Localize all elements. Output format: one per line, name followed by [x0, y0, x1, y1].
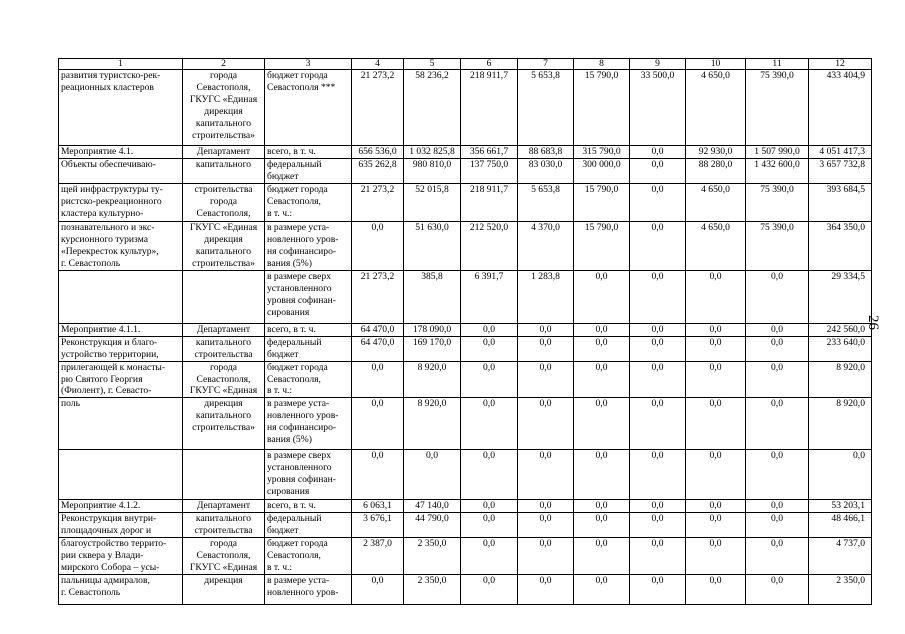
table-cell-col-2: города Севастополя, ГКУГС «Единая дирекция капитального строительства»: [183, 70, 265, 146]
table-cell-col-9: 33 500,0: [630, 70, 686, 146]
table-cell-col-7: 5 653,8: [518, 183, 574, 221]
table-cell-col-8: 15 790,0: [574, 183, 630, 221]
table-cell-col-8: 0,0: [574, 398, 630, 450]
column-header-6: 6: [461, 59, 518, 70]
table-row: [59, 398, 872, 450]
table-cell-col-12: 393 684,5: [809, 183, 872, 221]
table-cell-col-2: [183, 270, 265, 323]
table-cell-col-2: капитального строительства: [183, 336, 265, 361]
table-cell-col-12: 4 737,0: [809, 538, 872, 575]
table-cell-col-5: 58 236,2: [404, 70, 461, 146]
column-header-8: 8: [574, 59, 630, 70]
column-header-5: 5: [404, 59, 461, 70]
table-cell-col-9: 0,0: [630, 221, 686, 270]
table-cell-col-8: 0,0: [574, 513, 630, 538]
table-cell-col-8: 0,0: [574, 270, 630, 323]
table-row: [59, 146, 872, 159]
table-cell-col-8: 0,0: [574, 575, 630, 605]
table-cell-col-7: 0,0: [518, 538, 574, 575]
column-header-3: 3: [265, 59, 352, 70]
table-cell-col-5: 2 350,0: [404, 538, 461, 575]
table-cell-col-5: 2 350,0: [404, 575, 461, 605]
table-row: [59, 336, 872, 361]
table-cell-col-3: в размере уста- новленного уров- ня софинансиро- вания (5%): [265, 398, 352, 450]
table-cell-col-4: 64 470,0: [352, 323, 404, 336]
table-cell-col-11: 0,0: [746, 270, 809, 323]
column-header-4: 4: [352, 59, 404, 70]
table-cell-col-3: бюджет города Севастополя ***: [265, 70, 352, 146]
table-cell-col-1: прилегающей к монасты- рю Святого Георгия (Фиолент), г. Севасто-: [59, 361, 183, 398]
table-cell-col-4: 0,0: [352, 221, 404, 270]
table-cell-col-1: благоустройство террито- рии сквера у Влади- мирского Собора – усы-: [59, 538, 183, 575]
table-cell-col-1: Реконструкция и благо- устройство территории,: [59, 336, 183, 361]
table-cell-col-1: Мероприятие 4.1.: [59, 146, 183, 159]
column-header-2: 2: [183, 59, 265, 70]
table-cell-col-8: 0,0: [574, 361, 630, 398]
table-cell-col-7: 0,0: [518, 575, 574, 605]
table-cell-col-5: 178 090,0: [404, 323, 461, 336]
table-cell-col-10: 92 930,0: [686, 146, 746, 159]
table-cell-col-10: 0,0: [686, 270, 746, 323]
table-cell-col-8: 0,0: [574, 538, 630, 575]
column-header-12: 12: [809, 59, 872, 70]
table-cell-col-3: федеральный бюджет: [265, 159, 352, 184]
table-cell-col-12: 233 640,0: [809, 336, 872, 361]
table-cell-col-5: 51 630,0: [404, 221, 461, 270]
table-cell-col-6: 0,0: [461, 513, 518, 538]
table-cell-col-6: 0,0: [461, 323, 518, 336]
table-cell-col-9: 0,0: [630, 513, 686, 538]
table-cell-col-1: Реконструкция внутри- площадочных дорог и: [59, 513, 183, 538]
table-cell-col-9: 0,0: [630, 500, 686, 513]
table-cell-col-8: 0,0: [574, 323, 630, 336]
table-cell-col-2: Департамент: [183, 500, 265, 513]
table-cell-col-3: федеральный бюджет: [265, 336, 352, 361]
table-cell-col-6: 6 391,7: [461, 270, 518, 323]
table-cell-col-6: 0,0: [461, 500, 518, 513]
table-cell-col-7: 88 683,8: [518, 146, 574, 159]
column-header-1: 1: [59, 59, 183, 70]
table-cell-col-5: 169 170,0: [404, 336, 461, 361]
table-cell-col-5: 44 790,0: [404, 513, 461, 538]
table-cell-col-4: 6 063,1: [352, 500, 404, 513]
table-cell-col-10: 0,0: [686, 575, 746, 605]
table-row: [59, 361, 872, 398]
table-cell-col-2: [183, 450, 265, 500]
table-cell-col-2: города Севастополя, ГКУГС «Единая: [183, 361, 265, 398]
table-cell-col-5: 8 920,0: [404, 361, 461, 398]
table-cell-col-4: 21 273,2: [352, 70, 404, 146]
table-cell-col-5: 52 015,8: [404, 183, 461, 221]
table-cell-col-7: 0,0: [518, 513, 574, 538]
table-cell-col-3: в размере уста- новленного уров-: [265, 575, 352, 605]
table-cell-col-12: 3 657 732,8: [809, 159, 872, 184]
table-cell-col-4: 2 387,0: [352, 538, 404, 575]
table-cell-col-10: 4 650,0: [686, 183, 746, 221]
table-cell-col-4: 3 676,1: [352, 513, 404, 538]
table-cell-col-1: [59, 270, 183, 323]
table-cell-col-7: 83 030,0: [518, 159, 574, 184]
table-cell-col-3: федеральный бюджет: [265, 513, 352, 538]
table-cell-col-11: 0,0: [746, 450, 809, 500]
header-row: [59, 59, 872, 70]
column-header-11: 11: [746, 59, 809, 70]
table-cell-col-2: ГКУГС «Единая дирекция капитального строительства»: [183, 221, 265, 270]
table-cell-col-10: 88 280,0: [686, 159, 746, 184]
table-cell-col-7: 0,0: [518, 500, 574, 513]
table-cell-col-9: 0,0: [630, 361, 686, 398]
table-cell-col-12: 48 466,1: [809, 513, 872, 538]
table-cell-col-9: 0,0: [630, 450, 686, 500]
table-cell-col-8: 0,0: [574, 500, 630, 513]
table-row: [59, 450, 872, 500]
table-cell-col-6: 0,0: [461, 575, 518, 605]
table-cell-col-10: 0,0: [686, 336, 746, 361]
table-cell-col-4: 0,0: [352, 361, 404, 398]
table-cell-col-11: 0,0: [746, 538, 809, 575]
table-cell-col-12: 0,0: [809, 450, 872, 500]
table-cell-col-12: 4 051 417,3: [809, 146, 872, 159]
table-cell-col-4: 64 470,0: [352, 336, 404, 361]
table-cell-col-11: 75 390,0: [746, 70, 809, 146]
table-cell-col-9: 0,0: [630, 183, 686, 221]
table-cell-col-10: 4 650,0: [686, 70, 746, 146]
table-cell-col-3: всего, в т. ч.: [265, 323, 352, 336]
table-row: [59, 270, 872, 323]
table-cell-col-2: Департамент: [183, 323, 265, 336]
table-cell-col-3: бюджет города Севастополя, в т. ч.:: [265, 183, 352, 221]
table-cell-col-9: 0,0: [630, 336, 686, 361]
table-cell-col-1: познавательного и экс- курсионного туризма «Перекресток культур», г. Севастополь: [59, 221, 183, 270]
table-cell-col-1: развития туристско-рек- реационных кластеров: [59, 70, 183, 146]
table-cell-col-7: 0,0: [518, 323, 574, 336]
table-cell-col-2: строительства города Севастополя,: [183, 183, 265, 221]
table-cell-col-10: 0,0: [686, 450, 746, 500]
table-cell-col-4: 0,0: [352, 575, 404, 605]
table-cell-col-9: 0,0: [630, 398, 686, 450]
table-row: [59, 70, 872, 146]
table-row: [59, 575, 872, 605]
column-header-9: 9: [630, 59, 686, 70]
table-cell-col-11: 1 432 600,0: [746, 159, 809, 184]
table-row: [59, 500, 872, 513]
table-cell-col-1: поль: [59, 398, 183, 450]
table-cell-col-9: 0,0: [630, 146, 686, 159]
table-cell-col-7: 0,0: [518, 398, 574, 450]
table-cell-col-5: 1 032 825,8: [404, 146, 461, 159]
table-row: [59, 221, 872, 270]
table-cell-col-12: 364 350,0: [809, 221, 872, 270]
table-cell-col-1: Объекты обеспечиваю-: [59, 159, 183, 184]
table-cell-col-4: 656 536,0: [352, 146, 404, 159]
table-cell-col-8: 15 790,0: [574, 70, 630, 146]
table-cell-col-5: 8 920,0: [404, 398, 461, 450]
table-cell-col-6: 218 911,7: [461, 70, 518, 146]
table-cell-col-3: в размере сверх установленного уровня софинан- сирования: [265, 270, 352, 323]
table-cell-col-8: 315 790,0: [574, 146, 630, 159]
table-cell-col-3: всего, в т. ч.: [265, 500, 352, 513]
table-cell-col-10: 0,0: [686, 500, 746, 513]
table-cell-col-6: 0,0: [461, 450, 518, 500]
table-cell-col-7: 0,0: [518, 361, 574, 398]
table-cell-col-2: Департамент: [183, 146, 265, 159]
table-cell-col-4: 0,0: [352, 450, 404, 500]
table-cell-col-7: 0,0: [518, 450, 574, 500]
budget-table: [58, 58, 872, 605]
table-cell-col-12: 8 920,0: [809, 361, 872, 398]
table-cell-col-2: дирекция: [183, 575, 265, 605]
table-row: [59, 323, 872, 336]
table-cell-col-1: щей инфраструктуры ту- ристско-рекреационного кластера культурно-: [59, 183, 183, 221]
table-cell-col-10: 0,0: [686, 398, 746, 450]
table-cell-col-11: 1 507 990,0: [746, 146, 809, 159]
table-cell-col-8: 0,0: [574, 336, 630, 361]
table-cell-col-6: 137 750,0: [461, 159, 518, 184]
table-row: [59, 183, 872, 221]
table-cell-col-3: бюджет города Севастополя, в т. ч.:: [265, 538, 352, 575]
table-cell-col-9: 0,0: [630, 575, 686, 605]
table-cell-col-6: 218 911,7: [461, 183, 518, 221]
table-cell-col-12: 433 404,9: [809, 70, 872, 146]
column-header-10: 10: [686, 59, 746, 70]
table-cell-col-6: 0,0: [461, 336, 518, 361]
table-cell-col-5: 980 810,0: [404, 159, 461, 184]
table-cell-col-10: 0,0: [686, 361, 746, 398]
table-cell-col-6: 0,0: [461, 538, 518, 575]
table-cell-col-5: 385,8: [404, 270, 461, 323]
table-cell-col-12: 242 560,0: [809, 323, 872, 336]
table-cell-col-4: 21 273,2: [352, 270, 404, 323]
table-cell-col-11: 75 390,0: [746, 221, 809, 270]
table-cell-col-11: 75 390,0: [746, 183, 809, 221]
table-cell-col-12: 29 334,5: [809, 270, 872, 323]
table-cell-col-6: 0,0: [461, 361, 518, 398]
table-cell-col-4: 0,0: [352, 398, 404, 450]
table-cell-col-9: 0,0: [630, 159, 686, 184]
table-cell-col-11: 0,0: [746, 336, 809, 361]
table-cell-col-2: дирекция капитального строительства»: [183, 398, 265, 450]
table-cell-col-6: 356 661,7: [461, 146, 518, 159]
table-cell-col-2: города Севастополя, ГКУГС «Единая: [183, 538, 265, 575]
table-cell-col-11: 0,0: [746, 398, 809, 450]
table-cell-col-8: 300 000,0: [574, 159, 630, 184]
table-cell-col-3: в размере уста- новленного уров- ня софинансиро- вания (5%): [265, 221, 352, 270]
table-row: [59, 513, 872, 538]
table-cell-col-5: 0,0: [404, 450, 461, 500]
table-cell-col-11: 0,0: [746, 500, 809, 513]
table-cell-col-3: в размере сверх установленного уровня софинан- сирования: [265, 450, 352, 500]
table-cell-col-11: 0,0: [746, 361, 809, 398]
table-cell-col-7: 4 370,0: [518, 221, 574, 270]
table-cell-col-11: 0,0: [746, 323, 809, 336]
table-cell-col-12: 8 920,0: [809, 398, 872, 450]
table-cell-col-7: 1 283,8: [518, 270, 574, 323]
table-cell-col-1: [59, 450, 183, 500]
table-cell-col-1: пальницы адмиралов, г. Севастополь: [59, 575, 183, 605]
table-cell-col-9: 0,0: [630, 323, 686, 336]
table-cell-col-7: 0,0: [518, 336, 574, 361]
table-cell-col-2: капитального: [183, 159, 265, 184]
table-cell-col-3: всего, в т. ч.: [265, 146, 352, 159]
page-number: 26: [865, 315, 881, 330]
table-cell-col-12: 2 350,0: [809, 575, 872, 605]
table-cell-col-10: 0,0: [686, 513, 746, 538]
table-cell-col-6: 0,0: [461, 398, 518, 450]
table-cell-col-12: 53 203,1: [809, 500, 872, 513]
table-cell-col-11: 0,0: [746, 575, 809, 605]
table-row: [59, 159, 872, 184]
table-cell-col-3: бюджет города Севастополя, в т. ч.:: [265, 361, 352, 398]
table-cell-col-1: Мероприятие 4.1.1.: [59, 323, 183, 336]
table-cell-col-1: Мероприятие 4.1.2.: [59, 500, 183, 513]
column-header-7: 7: [518, 59, 574, 70]
table-cell-col-4: 635 262,8: [352, 159, 404, 184]
table-cell-col-11: 0,0: [746, 513, 809, 538]
table-cell-col-9: 0,0: [630, 270, 686, 323]
table-cell-col-6: 212 520,0: [461, 221, 518, 270]
table-cell-col-10: 0,0: [686, 538, 746, 575]
table-cell-col-7: 5 653,8: [518, 70, 574, 146]
table-cell-col-8: 0,0: [574, 450, 630, 500]
table-cell-col-8: 15 790,0: [574, 221, 630, 270]
table-cell-col-2: капитального строительства: [183, 513, 265, 538]
table-cell-col-10: 4 650,0: [686, 221, 746, 270]
table-cell-col-10: 0,0: [686, 323, 746, 336]
table-cell-col-5: 47 140,0: [404, 500, 461, 513]
table-cell-col-4: 21 273,2: [352, 183, 404, 221]
table-cell-col-9: 0,0: [630, 538, 686, 575]
table-row: [59, 538, 872, 575]
